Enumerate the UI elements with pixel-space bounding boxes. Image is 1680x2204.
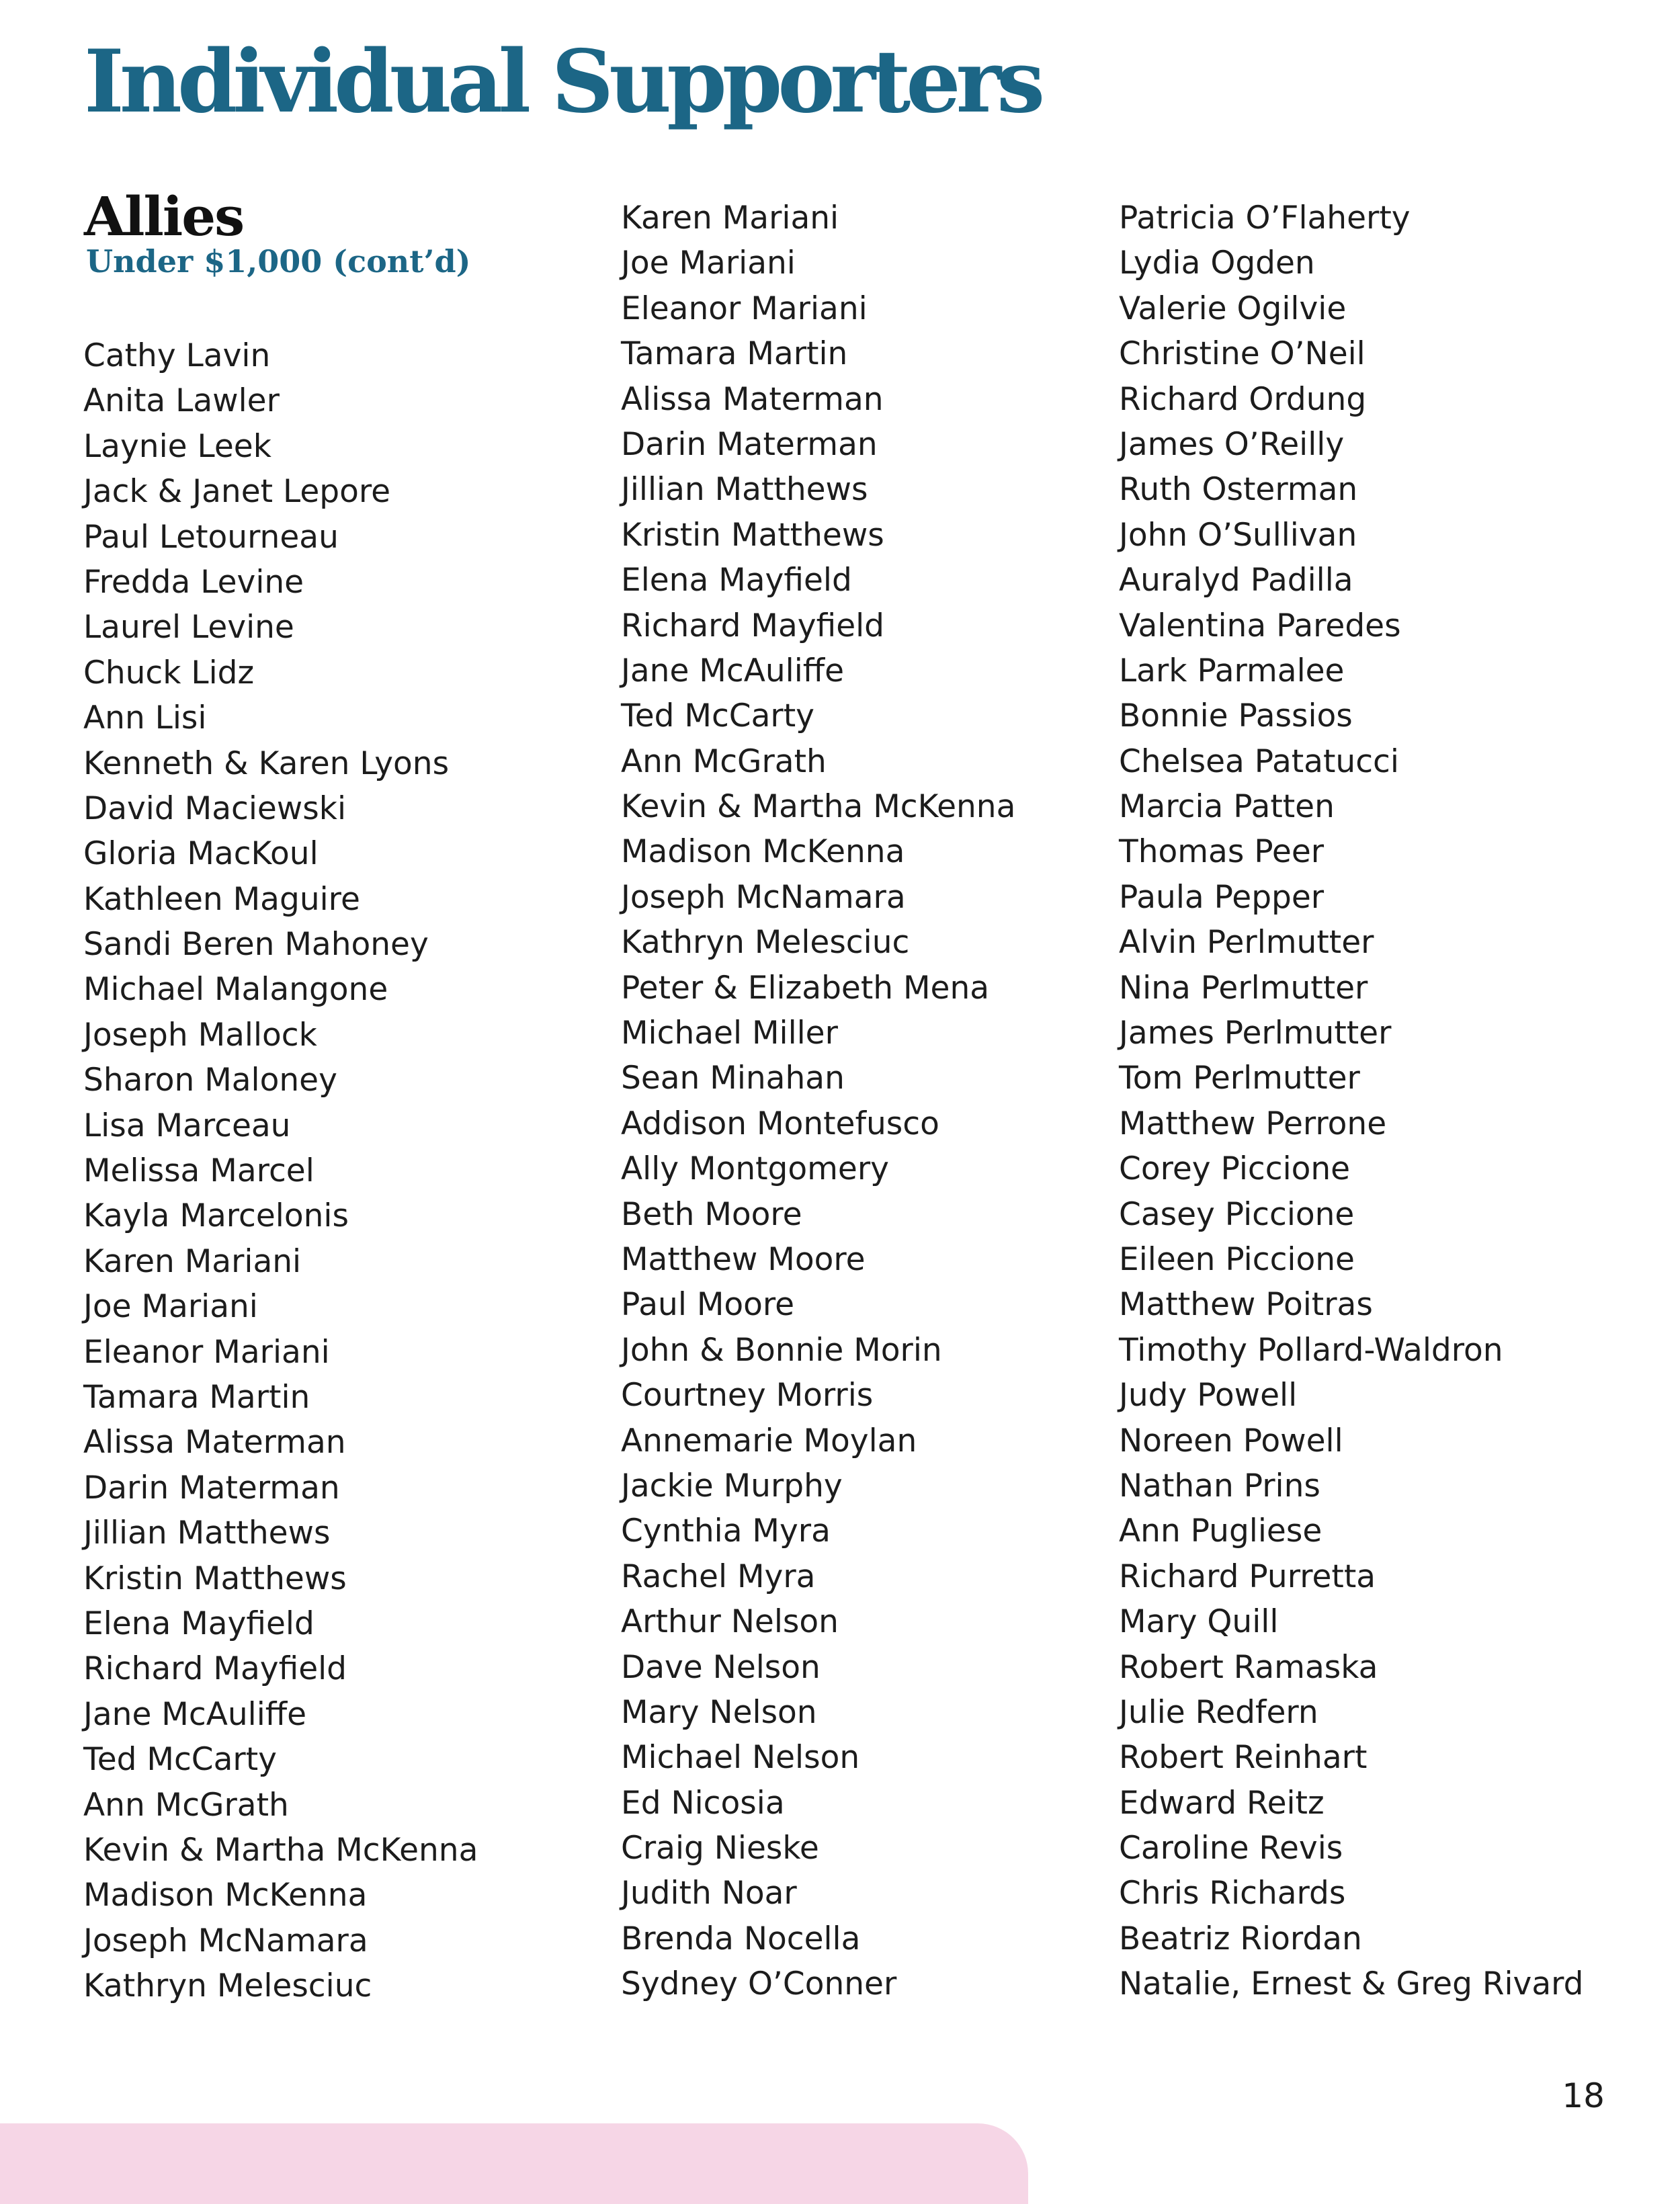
supporter-name: Jackie Murphy (621, 1467, 843, 1504)
footer-decorative-band (0, 2123, 1028, 2204)
supporter-name: Brenda Nocella (621, 1920, 861, 1957)
supporter-name: Karen Mariani (83, 1242, 302, 1280)
supporter-name: Alissa Materman (83, 1424, 346, 1461)
supporter-name: Elena Mayfield (621, 562, 852, 599)
supporter-name: Kathryn Melesciuc (621, 924, 910, 962)
supporter-name: Courtney Morris (621, 1377, 874, 1414)
supporter-name: Anita Lawler (83, 382, 280, 420)
supporter-name: Laynie Leek (83, 427, 271, 465)
supporter-name: Ann McGrath (621, 743, 827, 780)
supporter-name: Joe Mariani (83, 1288, 258, 1326)
supporter-name: Ruth Osterman (1119, 471, 1358, 509)
supporter-name: Craig Nieske (621, 1830, 819, 1867)
supporter-name: Lisa Marceau (83, 1107, 291, 1144)
supporter-name: Madison McKenna (621, 833, 905, 871)
supporter-name: Joseph McNamara (621, 878, 906, 916)
supporter-name: Natalie, Ernest & Greg Rivard (1119, 1965, 1584, 2003)
supporter-name: Peter & Elizabeth Mena (621, 969, 990, 1007)
supporter-name: Michael Miller (621, 1015, 838, 1052)
supporter-name: Mary Nelson (621, 1693, 817, 1731)
supporter-name: David Maciewski (83, 790, 347, 827)
supporter-name: Darin Materman (83, 1469, 340, 1507)
supporter-name: Ann Pugliese (1119, 1513, 1322, 1550)
supporter-name: Alissa Materman (621, 380, 884, 418)
supporter-name: Bonnie Passios (1119, 697, 1353, 735)
supporter-name: Madison McKenna (83, 1877, 368, 1914)
supporter-name: Auralyd Padilla (1119, 562, 1353, 599)
supporter-name: Richard Ordung (1119, 380, 1367, 418)
supporter-name: Matthew Poitras (1119, 1286, 1373, 1324)
supporter-name: Eileen Piccione (1119, 1240, 1355, 1278)
supporter-name: Richard Mayfield (621, 607, 884, 644)
supporter-name: Valerie Ogilvie (1119, 290, 1347, 327)
supporter-name: Kevin & Martha McKenna (83, 1831, 478, 1869)
supporter-name: Noreen Powell (1119, 1422, 1343, 1459)
supporter-name: Corey Piccione (1119, 1150, 1351, 1188)
supporter-name: Ted McCarty (83, 1741, 277, 1779)
supporter-name: Gloria MacKoul (83, 835, 319, 873)
supporter-name: Timothy Pollard-Waldron (1119, 1331, 1503, 1369)
supporter-name: Julie Redfern (1119, 1693, 1318, 1731)
supporter-name: Matthew Moore (621, 1240, 866, 1278)
supporter-name: Melissa Marcel (83, 1152, 314, 1190)
supporter-name: Judy Powell (1119, 1377, 1298, 1414)
supporter-name: John O’Sullivan (1119, 516, 1357, 554)
supporter-name: Arthur Nelson (621, 1603, 839, 1641)
supporter-name: Matthew Perrone (1119, 1105, 1387, 1142)
supporter-name: Paul Moore (621, 1286, 795, 1324)
supporter-name: Chris Richards (1119, 1875, 1346, 1912)
supporter-name: Sean Minahan (621, 1060, 845, 1097)
supporter-name: Eleanor Mariani (621, 290, 868, 327)
supporter-name: Rachel Myra (621, 1558, 816, 1595)
supporter-name: Kristin Matthews (83, 1560, 347, 1597)
supporter-name: Dave Nelson (621, 1648, 821, 1686)
supporter-name: Ann Lisi (83, 700, 207, 737)
supporter-name: Christine O’Neil (1119, 335, 1366, 373)
supporter-name: Chelsea Patatucci (1119, 743, 1399, 780)
supporter-name: Robert Reinhart (1119, 1739, 1368, 1777)
supporter-name: Ann McGrath (83, 1786, 289, 1824)
supporter-name: Kathryn Melesciuc (83, 1967, 372, 2005)
supporter-name: Richard Purretta (1119, 1558, 1376, 1595)
supporter-name: Alvin Perlmutter (1119, 924, 1374, 962)
section-heading: Allies (84, 185, 244, 248)
supporter-name: Valentina Paredes (1119, 607, 1401, 644)
supporter-name: Sydney O’Conner (621, 1965, 897, 2003)
supporter-name: Kathleen Maguire (83, 880, 360, 918)
supporter-name: James O’Reilly (1119, 425, 1345, 463)
supporter-name: Karen Mariani (621, 200, 839, 237)
supporter-name: Thomas Peer (1119, 833, 1325, 871)
page-number: 18 (1562, 2076, 1605, 2115)
supporter-name: Jack & Janet Lepore (83, 473, 391, 511)
supporter-name: Nina Perlmutter (1119, 969, 1368, 1007)
supporter-name: Sandi Beren Mahoney (83, 926, 429, 964)
supporter-name: James Perlmutter (1119, 1015, 1392, 1052)
supporter-name: Fredda Levine (83, 563, 304, 601)
supporter-name: Paul Letourneau (83, 518, 339, 556)
supporter-name: Kenneth & Karen Lyons (83, 745, 450, 782)
supporter-name: Kevin & Martha McKenna (621, 788, 1016, 826)
supporter-list-column-2 (621, 196, 1015, 2007)
supporter-name: Jane McAuliffe (621, 652, 845, 689)
supporter-list-column-1 (83, 333, 478, 2008)
supporter-name: Ted McCarty (621, 697, 814, 735)
supporter-name: Eleanor Mariani (83, 1333, 330, 1371)
supporter-name: Joseph Mallock (83, 1016, 317, 1054)
supporter-name: Michael Nelson (621, 1739, 860, 1777)
supporter-name: Kristin Matthews (621, 516, 884, 554)
supporter-name: Cynthia Myra (621, 1513, 831, 1550)
supporter-name: Elena Mayfield (83, 1605, 314, 1642)
supporter-name: Ally Montgomery (621, 1150, 889, 1188)
supporter-name: Lydia Ogden (1119, 245, 1315, 282)
supporter-name: Judith Noar (621, 1875, 797, 1912)
supporter-name: Tamara Martin (621, 335, 848, 373)
supporter-name: Annemarie Moylan (621, 1422, 917, 1459)
supporter-name: Robert Ramaska (1119, 1648, 1378, 1686)
supporter-name: Laurel Levine (83, 609, 294, 646)
section-subheading: Under $1,000 (cont’d) (86, 243, 471, 280)
supporter-name: Joe Mariani (621, 245, 796, 282)
supporter-name: Richard Mayfield (83, 1650, 347, 1688)
supporter-name: Darin Materman (621, 425, 878, 463)
supporter-name: Kayla Marcelonis (83, 1197, 349, 1235)
supporter-name: Casey Piccione (1119, 1195, 1355, 1233)
supporter-name: Nathan Prins (1119, 1467, 1320, 1504)
supporter-name: Beth Moore (621, 1195, 802, 1233)
supporter-name: Patricia O’Flaherty (1119, 200, 1411, 237)
supporter-name: Ed Nicosia (621, 1784, 785, 1822)
supporter-name: Marcia Patten (1119, 788, 1335, 826)
supporter-name: Edward Reitz (1119, 1784, 1325, 1822)
supporter-name: John & Bonnie Morin (621, 1331, 942, 1369)
supporter-name: Tamara Martin (83, 1378, 310, 1416)
supporter-name: Caroline Revis (1119, 1830, 1343, 1867)
supporter-name: Lark Parmalee (1119, 652, 1345, 689)
page-title: Individual Supporters (84, 32, 1041, 132)
supporter-name: Sharon Maloney (83, 1062, 337, 1099)
supporter-name: Chuck Lidz (83, 654, 255, 691)
supporter-name: Tom Perlmutter (1119, 1060, 1360, 1097)
supporter-name: Jillian Matthews (83, 1515, 331, 1552)
supporter-name: Jillian Matthews (621, 471, 868, 509)
supporter-name: Beatriz Riordan (1119, 1920, 1362, 1957)
supporter-name: Michael Malangone (83, 971, 388, 1009)
supporter-list-column-3 (1119, 196, 1584, 2007)
supporter-name: Joseph McNamara (83, 1922, 368, 1959)
supporter-name: Cathy Lavin (83, 337, 271, 374)
supporter-name: Paula Pepper (1119, 878, 1325, 916)
supporter-name: Jane McAuliffe (83, 1695, 307, 1733)
supporter-name: Mary Quill (1119, 1603, 1279, 1641)
supporter-name: Addison Montefusco (621, 1105, 939, 1142)
